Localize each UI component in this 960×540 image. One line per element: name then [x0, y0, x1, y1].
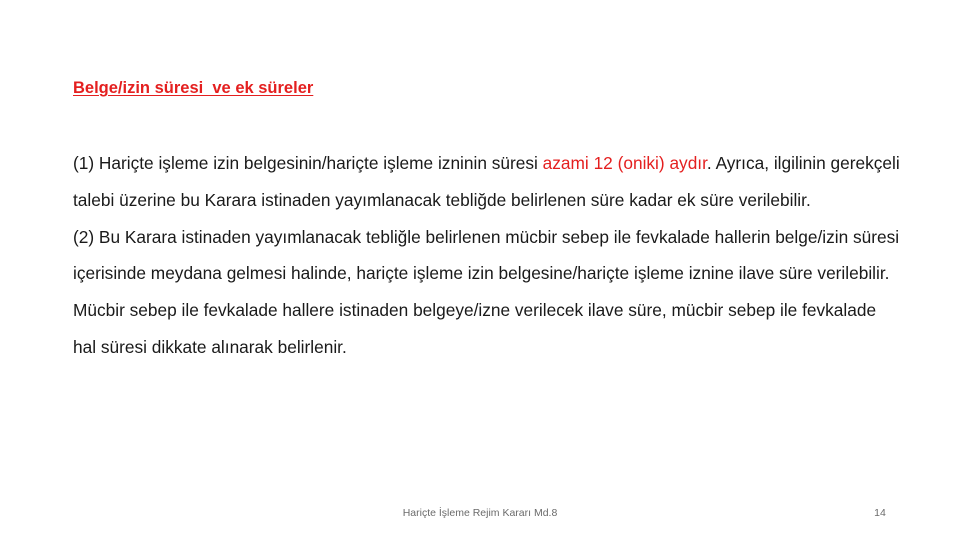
footer-title: Hariçte İşleme Rejim Kararı Md.8 — [402, 507, 558, 519]
paragraph-1-text-before: (1) Hariçte işleme izin belgesinin/hariçte işleme izninin süresi — [73, 153, 543, 173]
paragraph-1-text-after: . Ayrıca, ilgilinin gerekçeli talebi üzerine bu Karara istinaden yayımlanacak tebliğde belirlenen süre kadar ek süre verilebilir. — [73, 153, 900, 210]
paragraph-1 — [73, 145, 903, 219]
paragraph-2: (2) Bu Karara istinaden yayımlanacak tebliğle belirlenen mücbir sebep ile fevkalade hallerin belge/izin süresi içerisinde meydana gelmesi halinde, hariçte işleme izin belgesine/hariçte işleme iznine ilave süre verilebilir. Mücbir sebep ile fevkalade hallere istinaden belgeye/izne verilecek ilave süre, mücbir sebep ile fevkalade hal süresi dikkate alınarak belirlenir. — [73, 226, 900, 357]
page-number: 14 — [874, 507, 886, 519]
slide-heading: Belge/izin süresi ve ek süreler — [73, 79, 314, 97]
paragraph-1-emphasis: azami 12 (oniki) aydır — [542, 153, 707, 173]
slide-body — [73, 145, 903, 366]
